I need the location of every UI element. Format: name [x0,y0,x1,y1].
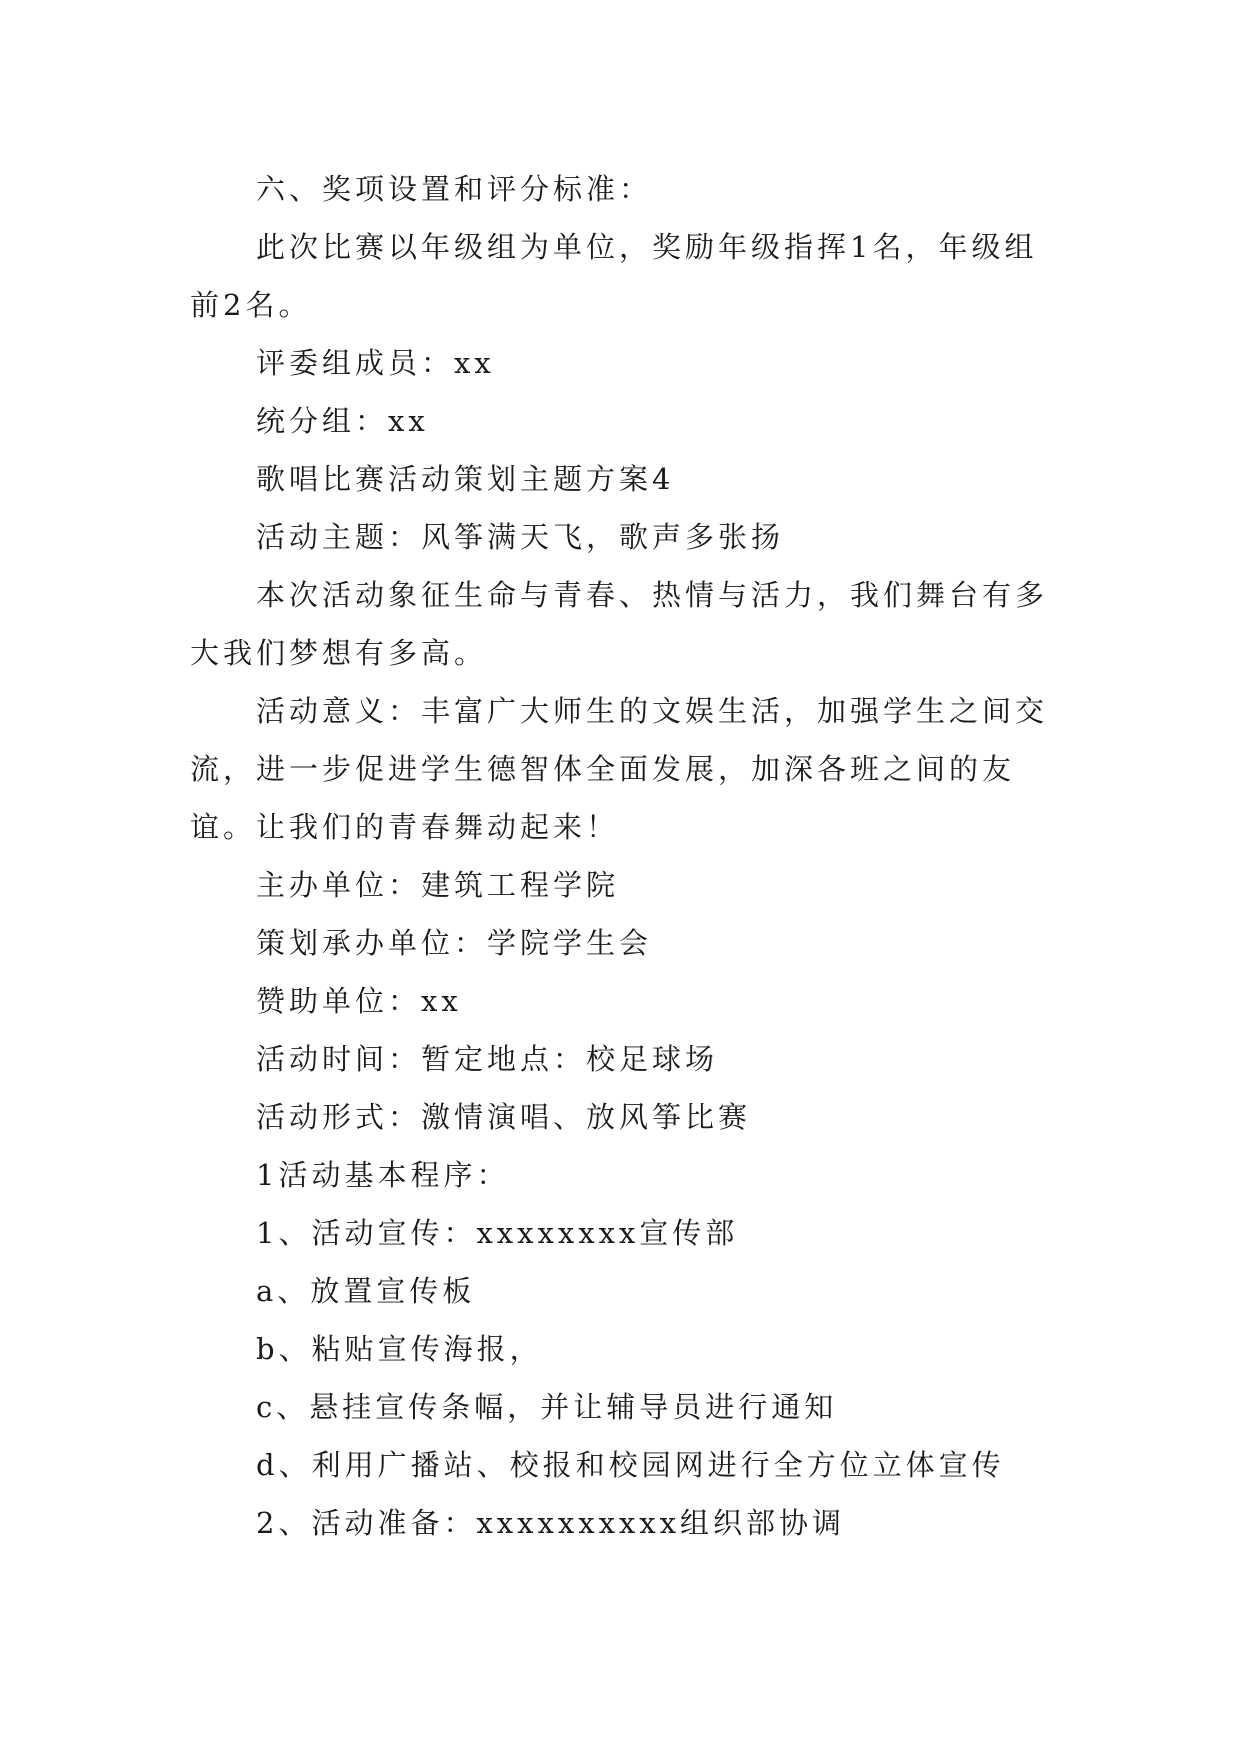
paragraph-procedure-heading: 1活动基本程序： [256,1158,510,1192]
list-item-a: a、放置宣传板 [256,1274,476,1308]
paragraph-significance: 活动意义：丰富广大师生的文娱生活，加强学生之间交流，进一步促进学生德智体全面发展，加深各班之间的友谊。让我们的青春舞动起来！ [190,694,1049,844]
paragraph-theme: 活动主题：风筝满天飞，歌声多张扬 [256,520,785,554]
paragraph-sponsor: 赞助单位：xx [256,984,462,1018]
paragraph-co-organizer: 策划承办单位：学院学生会 [256,926,653,960]
list-item-b: b、粘贴宣传海报， [256,1332,543,1366]
paragraph-preparation: 2、活动准备：xxxxxxxxxx组织部协调 [256,1506,846,1540]
paragraph-symbolism: 本次活动象征生命与青春、热情与活力，我们舞台有多大我们梦想有多高。 [190,578,1049,670]
paragraph-organizer: 主办单位：建筑工程学院 [256,868,620,902]
paragraph-section-6-heading: 六、奖项设置和评分标准： [256,172,653,206]
list-item-c: c、悬挂宣传条幅，并让辅导员进行通知 [256,1390,838,1424]
paragraph-promotion: 1、活动宣传：xxxxxxxx宣传部 [256,1216,739,1250]
paragraph-format: 活动形式：激情演唱、放风筝比赛 [256,1100,752,1134]
paragraph-scorers: 统分组：xx [256,404,429,438]
list-item-d: d、利用广播站、校报和校园网进行全方位立体宣传 [256,1448,1005,1482]
document-body [190,160,1052,1552]
paragraph-time-location: 活动时间：暂定地点：校足球场 [256,1042,719,1076]
paragraph-awards: 此次比赛以年级组为单位，奖励年级指挥1名，年级组前2名。 [190,230,1038,322]
paragraph-plan-title: 歌唱比赛活动策划主题方案4 [256,462,675,496]
paragraph-judges: 评委组成员：xx [256,346,495,380]
